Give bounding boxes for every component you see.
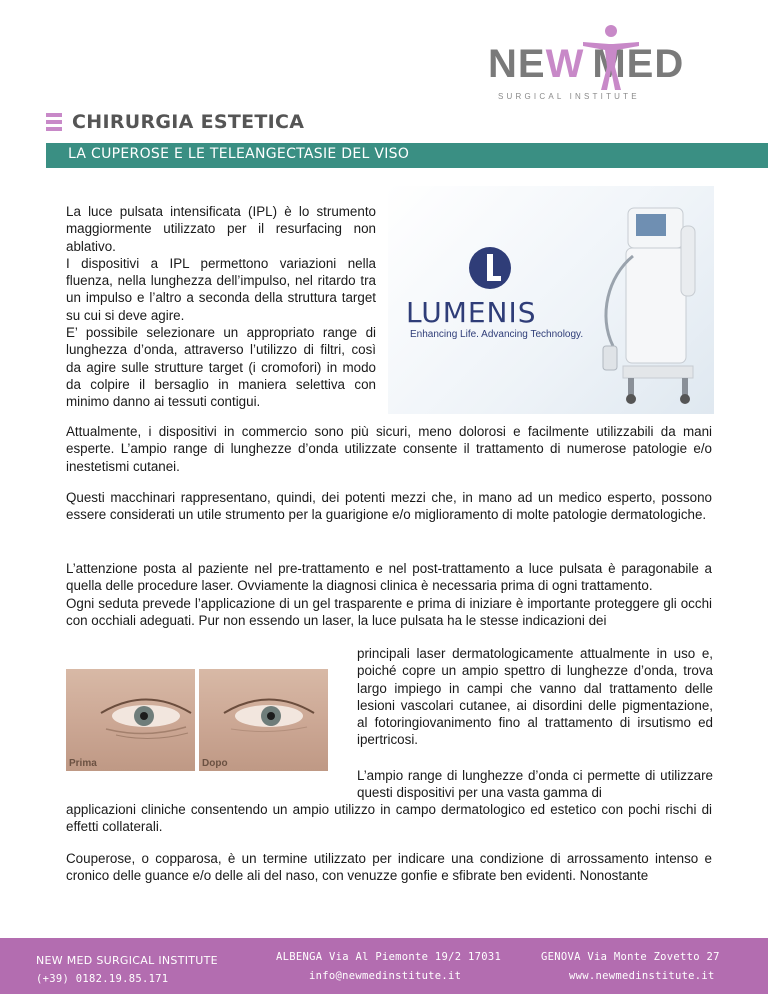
subsection-bar xyxy=(46,143,768,168)
human-figure-icon xyxy=(581,22,641,92)
section-title: CHIRURGIA ESTETICA xyxy=(72,111,305,133)
paragraph-1: Attualmente, i dispositivi in commercio sono più sicuri, meno dolorosi e facilmente utilizzabili da mani esperte. L’ampio range di lunghezze d’onda utilizzate consente il trattamento di numerose patologie e/o inestetismi cutanei. xyxy=(66,424,712,474)
stripes-icon xyxy=(46,113,62,131)
footer-genova-address: GENOVA Via Monte Zovetto 27 xyxy=(541,951,720,963)
before-photo xyxy=(66,669,195,771)
footer-website[interactable]: www.newmedinstitute.it xyxy=(569,970,715,982)
paragraph-continuation: applicazioni cliniche consentendo un ampio utilizzo in campo dermatologico ed estetico con pochi rischi di effetti collaterali. xyxy=(66,802,712,835)
footer-albenga-address: ALBENGA Via Al Piemonte 19/2 17031 xyxy=(276,951,502,963)
last-paragraph: Couperose, o copparosa, è un termine utilizzato per indicare una condizione di arrossamento intenso e cronico delle guance e/o delle ali del naso, con venuzze gonfie e sfibrate ben evidenti. Nonostante xyxy=(66,851,712,884)
logo-part-w: W xyxy=(545,42,585,86)
lumenis-brand: LUMENIS xyxy=(406,296,537,329)
side-paragraph: principali laser dermatologicamente attualmente in uso e, poiché copre un ampio spettro di lunghezze d’onda, trova largo impiego in campi che vanno dal trattamento delle lesioni vascolari cutanee, ai disordini delle pigmentazione, al fotoringiovanimento fino al trattamento di irsutismo ed ipertricosi. xyxy=(357,646,713,748)
intro-paragraph: La luce pulsata intensificata (IPL) è lo strumento maggiormente utilizzato per il resurfacing non ablativo. I dispositivi a IPL permettono variazioni nella fluenza, nella lunghezza dell’impulso, nel ritardo tra un impulso e l’altro a seconda della struttura target su cui si deve agire. E’ possibile selezionare un appropriato range di lunghezza d’onda, attraverso l’utilizzo di filtri, così da agire sulle strutture target (i cromofori) in modo da colpire il bersaglio in maniera selettiva con minimo danno ai tessuti contigui. xyxy=(66,204,376,410)
lumenis-image xyxy=(388,186,714,414)
lumenis-logo-icon xyxy=(468,246,512,290)
footer-phone: (+39) 0182.19.85.171 xyxy=(36,973,169,985)
section-header xyxy=(46,108,304,136)
lumenis-tagline: Enhancing Life. Advancing Technology. xyxy=(410,329,584,340)
logo-part-ne: NE xyxy=(488,42,546,86)
after-label: Dopo xyxy=(202,758,228,769)
subsection-title: LA CUPEROSE E LE TELEANGECTASIE DEL VISO xyxy=(68,146,410,162)
before-after-photo xyxy=(66,669,328,771)
paragraph-2: Questi macchinari rappresentano, quindi, dei potenti mezzi che, in mano ad un medico esperto, possono essere considerati un utile strumento per la guarigione e/o miglioramento di molte patologie dermatologiche. xyxy=(66,490,712,523)
eye-before-icon xyxy=(96,691,195,741)
newmed-logo xyxy=(488,22,738,102)
before-label: Prima xyxy=(69,758,97,769)
logo-subtitle: SURGICAL INSTITUTE xyxy=(498,92,640,101)
footer-institute: NEW MED SURGICAL INSTITUTE xyxy=(36,954,218,967)
footer xyxy=(0,938,768,994)
ipl-device-illustration xyxy=(588,196,708,406)
logo-part-med: MED xyxy=(592,42,685,86)
eye-after-icon xyxy=(219,691,319,741)
after-photo xyxy=(199,669,328,771)
side-paragraph-2: L’ampio range di lunghezze d’onda ci permette di utilizzare questi dispositivi per una vasta gamma di xyxy=(357,768,713,801)
footer-email[interactable]: info@newmedinstitute.it xyxy=(309,970,462,982)
paragraph-3: L’attenzione posta al paziente nel pre-trattamento e nel post-trattamento a luce pulsata è paragonabile a quella delle procedure laser. Ovviamente la diagnosi clinica è necessaria prima di ogni trattamento. Ogni seduta prevede l’applicazione di un gel trasparente e prima di iniziare è importante proteggere gli occhi con occhiali adeguati. Pur non essendo un laser, la luce pulsata ha le stesse indicazioni dei xyxy=(66,561,712,628)
